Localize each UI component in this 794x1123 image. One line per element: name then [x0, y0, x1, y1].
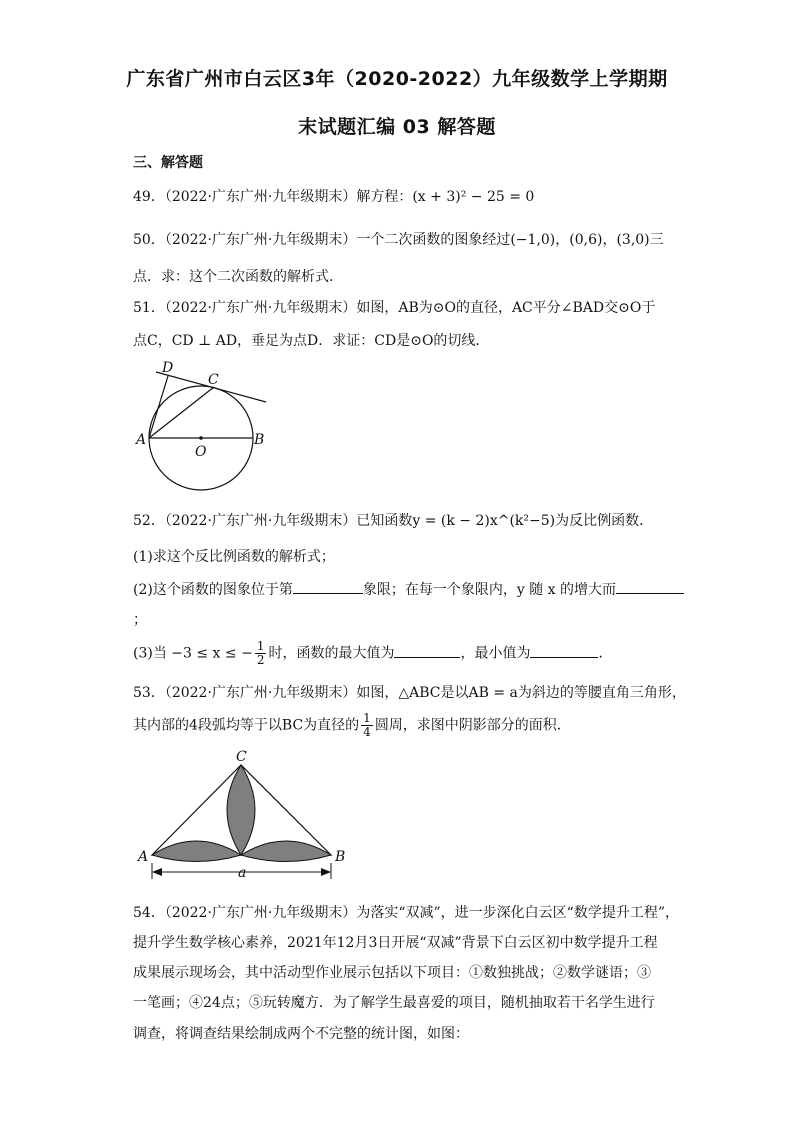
label-d: D [162, 360, 174, 376]
part3-text-c: ，最小值为 [460, 645, 531, 662]
part3-text-a: (3)当 −3 ≤ x ≤ − [133, 645, 253, 662]
question-51-line1: 51．（2022·广东广州·九年级期末）如图，AB为⊙O的直径，AC平分∠BAD交⊙O于 [133, 300, 656, 316]
label-c: C [208, 372, 219, 388]
chord-ac [149, 387, 214, 438]
question-49: 49．（2022·广东广州·九年级期末）解方程：(x + 3)² − 25 = 0 [133, 189, 535, 205]
part2-text-b: 象限；在每一个象限内，y 随 x 的增大而 [362, 582, 616, 598]
line2-text-a: 其内部的4段弧均等于以BC为直径的 [133, 717, 360, 734]
question-54-line3: 成果展示现场会，其中活动型作业展示包括以下项目：①数独挑战；②数学谜语；③ [133, 965, 651, 981]
doc-title-line2: 末试题汇编 03 解答题 [298, 116, 496, 138]
quadrant-blank[interactable] [293, 579, 363, 594]
label-b: B [254, 432, 265, 448]
question-52-line1: 52．（2022·广东广州·九年级期末）已知函数y = (k − 2)x^(k²−5)为反比例函数． [133, 513, 654, 529]
shaded-leaf-vertical [227, 765, 255, 855]
question-54-line2: 提升学生数学核心素养，2021年12月3日开展“双减”背景下白云区初中数学提升工程 [133, 935, 658, 951]
arrow-left [152, 868, 162, 876]
part2-text-a: (2)这个函数的图象位于第 [133, 582, 293, 598]
label-o: O [195, 444, 207, 460]
question-50-line1: 50．（2022·广东广州·九年级期末）一个二次函数的图象经过(−1,0)，(0,6)，(3,0)三 [133, 232, 664, 248]
max-value-blank[interactable] [394, 643, 460, 658]
center-point [199, 436, 203, 440]
shaded-leaf-left [152, 841, 241, 862]
question-54-line4: 一笔画；④24点；⑤玩转魔方．为了解学生最喜爱的项目，随机抽取若干名学生进行 [133, 995, 655, 1011]
question-54-line5: 调查，将调查结果绘制成两个不完整的统计图，如图： [133, 1026, 469, 1042]
question-52-part2-end: ； [133, 612, 147, 628]
part3-end: ． [598, 645, 613, 662]
question-52-part2 [133, 579, 684, 599]
segment-ad [149, 376, 168, 438]
section-heading: 三、解答题 [133, 155, 203, 171]
label-b: B [335, 849, 346, 865]
shaded-leaf-right [241, 841, 331, 862]
question-51-line2: 点C，CD ⊥ AD，垂足为点D．求证：CD是⊙O的切线． [133, 333, 490, 349]
part3-text-b: 时，函数的最大值为 [268, 645, 395, 662]
min-value-blank[interactable] [530, 643, 598, 658]
fraction-one-half: $\frac{1}{2}$ [256, 639, 265, 667]
label-a: A [138, 849, 149, 865]
label-c: C [236, 749, 247, 765]
arrow-right [321, 868, 331, 876]
q51-circle-figure [130, 358, 280, 498]
label-a: A [136, 432, 147, 448]
question-52-part3 [133, 640, 612, 667]
trend-blank[interactable] [616, 579, 684, 594]
line2-text-b: 圆周，求图中阴影部分的面积． [374, 717, 571, 734]
question-52-part1: (1)求这个反比例函数的解析式； [133, 549, 335, 565]
label-a-length: a [238, 865, 247, 881]
question-53-line1: 53．（2022·广东广州·九年级期末）如图，△ABC是以AB = a为斜边的等腰直角三角形， [133, 685, 686, 701]
question-54-line1: 54．（2022·广东广州·九年级期末）为落实“双减”，进一步深化白云区“数学提升工程”， [133, 905, 679, 921]
q53-triangle-figure [130, 745, 360, 885]
question-50-line2: 点．求：这个二次函数的解析式． [133, 269, 343, 285]
fraction-one-quarter: $\frac{1}{4}$ [363, 711, 371, 739]
question-53-line2 [133, 712, 571, 739]
doc-title-line1: 广东省广州市白云区3年（2020-2022）九年级数学上学期期 [126, 68, 668, 90]
